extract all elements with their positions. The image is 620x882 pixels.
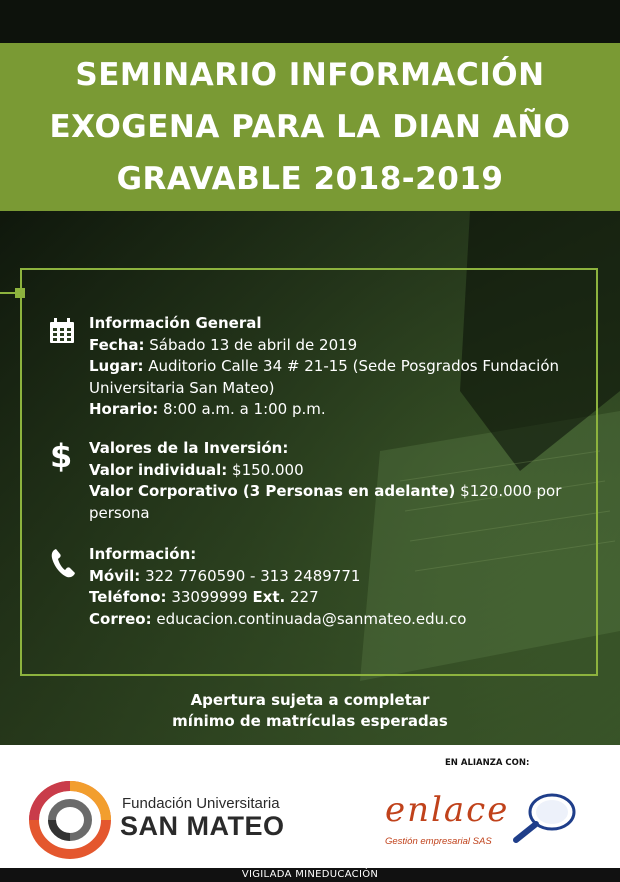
investment-info: [89, 438, 569, 524]
magnifier-icon: [510, 790, 580, 845]
correo-label: Correo:: [89, 609, 152, 628]
corporativo-label: Valor Corporativo (3 Personas en adelante): [89, 482, 456, 500]
san-mateo-logo: [25, 780, 115, 860]
closing-note: Apertura sujeta a completar mínimo de matrículas esperadas: [172, 691, 448, 730]
enlace-subtitle: Gestión empresarial SAS: [385, 836, 492, 847]
movil-value: 322 7760590 - 313 2489771: [140, 566, 361, 585]
phone-icon: [50, 547, 76, 579]
fus-name-small: Fundación Universitaria: [122, 795, 280, 812]
calendar-icon: [48, 317, 76, 345]
general-heading: Información General: [89, 314, 262, 332]
horario-label: Horario:: [89, 400, 159, 418]
telefono-label: Teléfono:: [89, 588, 167, 606]
corporativo-value: $120.000 por persona: [89, 482, 562, 522]
page-title: SEMINARIO INFORMACIÓN EXOGENA PARA LA DIAN AÑO GRAVABLE 2018-2019: [49, 57, 571, 197]
horario-value: 8:00 a.m. a 1:00 p.m.: [158, 400, 326, 418]
individual-label: Valor individual:: [89, 460, 228, 479]
ext-label: Ext.: [252, 588, 286, 606]
movil-label: Móvil:: [89, 566, 141, 585]
fus-name-big: SAN MATEO: [120, 811, 285, 841]
title-banner: [0, 43, 620, 211]
contacto-heading: Información:: [89, 545, 197, 563]
general-info: [89, 313, 569, 421]
individual-value: $150.000: [227, 460, 304, 479]
top-dark-strip: [0, 0, 620, 43]
fecha-value: Sábado 13 de abril de 2019: [144, 335, 358, 354]
fecha-label: Fecha:: [89, 335, 145, 354]
contact-info: [89, 544, 569, 630]
telefono-value: 33099999: [166, 588, 253, 606]
ext-value: 227: [285, 588, 319, 606]
lugar-value: Auditorio Calle 34 # 21-15 (Sede Posgrados Fundación Universitaria San Mateo): [89, 357, 560, 397]
alliance-label: EN ALIANZA CON:: [445, 758, 530, 768]
correo-value[interactable]: educacion.continuada@sanmateo.edu.co: [151, 609, 467, 628]
inversion-heading: Valores de la Inversión:: [89, 439, 289, 457]
lugar-label: Lugar:: [89, 357, 144, 375]
vigilada-bar: VIGILADA MINEDUCACIÓN: [0, 868, 620, 882]
enlace-logo-text: enlace: [385, 790, 510, 830]
dollar-icon: $: [50, 437, 73, 475]
